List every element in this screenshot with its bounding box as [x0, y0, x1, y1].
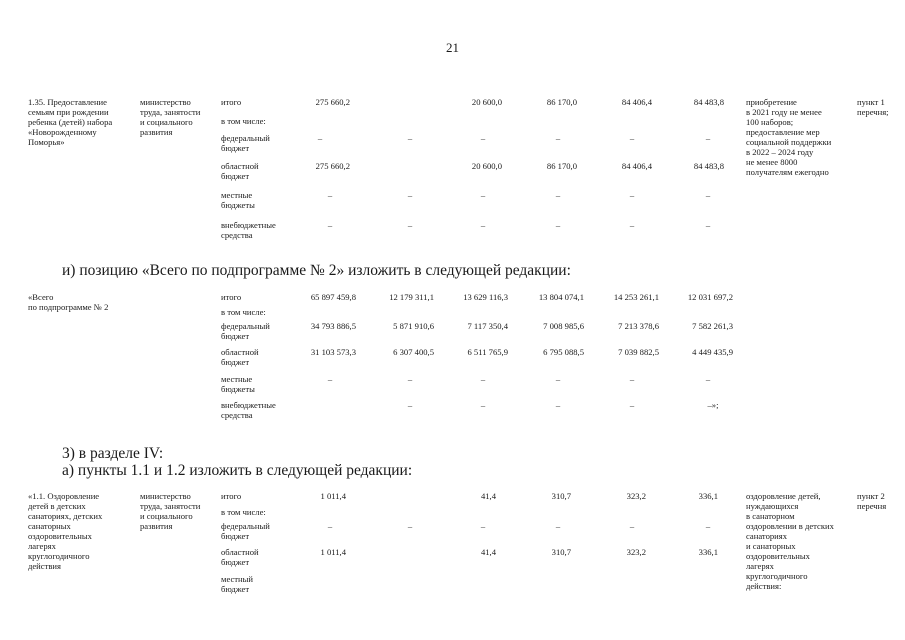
- row-label-total: итого: [221, 97, 242, 107]
- cell-value: 84 483,8: [693, 161, 724, 171]
- cell-value: 84 406,4: [621, 97, 652, 107]
- position-name: 1.35. Предоставление семьям при рождении ребенка (детей) набора «Новорожденному Поморья»: [28, 97, 113, 147]
- row-label-extrabudget: внебюджетные средства: [221, 220, 276, 240]
- cell-value: –: [480, 400, 486, 410]
- cell-value: –: [555, 400, 561, 410]
- heading-a: а) пункты 1.1 и 1.2 изложить в следующей редакции:: [62, 462, 413, 479]
- cell-value: 20 600,0: [471, 97, 502, 107]
- expected-result: приобретение в 2021 году не менее 100 наборов; предоставление мер социальной поддержки в 2022 – 2024 году не менее 8000 получателям ежегодно: [746, 97, 832, 177]
- cell-value: 6 307 400,5: [393, 347, 434, 357]
- cell-value: –: [480, 133, 486, 143]
- cell-value: 323,2: [626, 491, 646, 501]
- cell-value: –: [480, 521, 486, 531]
- cell-value: 7 213 378,6: [618, 321, 659, 331]
- cell-value: –: [629, 133, 635, 143]
- cell-value: 323,2: [626, 547, 646, 557]
- cell-value: –: [555, 220, 561, 230]
- cell-value: –: [407, 400, 413, 410]
- heading-section-4: 3) в разделе IV:: [62, 445, 164, 462]
- cell-value: 31 103 573,3: [310, 347, 356, 357]
- row-label-regional: областной бюджет: [221, 347, 259, 367]
- cell-value: 275 660,2: [315, 97, 350, 107]
- cell-value: 1 011,4: [320, 491, 346, 501]
- cell-value: 65 897 459,8: [310, 292, 356, 302]
- cell-value: –: [705, 190, 711, 200]
- position-name: «1.1. Оздоровление детей в детских санаториях, детских санаторных оздоровительных лагерях круглогодичного действия: [28, 491, 103, 571]
- cell-value: 84 406,4: [621, 161, 652, 171]
- cell-value: –: [327, 521, 333, 531]
- cell-value: –: [480, 374, 486, 384]
- cell-value: –: [327, 374, 333, 384]
- cell-value: –: [629, 190, 635, 200]
- row-label-incl: в том числе:: [221, 507, 266, 517]
- cell-value: 6 795 088,5: [543, 347, 584, 357]
- cell-value: 12 179 311,1: [389, 292, 434, 302]
- cell-value: 86 170,0: [546, 161, 577, 171]
- cell-value: –: [555, 521, 561, 531]
- executor: министерство труда, занятости и социального развития: [140, 97, 201, 137]
- cell-value: 310,7: [551, 547, 571, 557]
- row-label-local: местные бюджеты: [221, 374, 255, 394]
- cell-value: –: [555, 374, 561, 384]
- cell-value: –: [480, 190, 486, 200]
- reference: пункт 2 перечня: [857, 491, 887, 511]
- cell-value: 41,4: [480, 491, 496, 501]
- cell-value: –: [629, 521, 635, 531]
- cell-value: –: [555, 133, 561, 143]
- row-label-total: итого: [221, 491, 242, 501]
- cell-value: –: [407, 521, 413, 531]
- cell-value: 310,7: [551, 491, 571, 501]
- cell-value: 7 008 985,6: [543, 321, 584, 331]
- position-name: «Всего по подпрограмме № 2: [28, 292, 109, 312]
- row-label-incl: в том числе:: [221, 307, 266, 317]
- cell-value: –: [629, 374, 635, 384]
- cell-value: 13 804 074,1: [538, 292, 584, 302]
- heading-i: и) позицию «Всего по подпрограмме № 2» изложить в следующей редакции:: [62, 262, 571, 279]
- cell-value: –: [317, 133, 323, 143]
- cell-value: 84 483,8: [693, 97, 724, 107]
- cell-value: 336,1: [698, 547, 718, 557]
- cell-value: 41,4: [480, 547, 496, 557]
- cell-value: 7 039 882,5: [618, 347, 659, 357]
- cell-value: –: [407, 220, 413, 230]
- row-label-federal: федеральный бюджет: [221, 133, 270, 153]
- cell-value: –: [555, 190, 561, 200]
- cell-value: –: [327, 190, 333, 200]
- cell-value: –: [705, 374, 711, 384]
- row-label-extrabudget: внебюджетные средства: [221, 400, 276, 420]
- cell-value: 275 660,2: [315, 161, 350, 171]
- cell-value: 14 253 261,1: [613, 292, 659, 302]
- cell-value: –: [705, 220, 711, 230]
- row-label-federal: федеральный бюджет: [221, 321, 270, 341]
- row-label-local: местный бюджет: [221, 574, 254, 594]
- cell-value: 5 871 910,6: [393, 321, 434, 331]
- cell-value: –»;: [707, 400, 719, 410]
- row-label-regional: областной бюджет: [221, 547, 259, 567]
- cell-value: 7 117 350,4: [467, 321, 508, 331]
- row-label-incl: в том числе:: [221, 116, 266, 126]
- cell-value: 4 449 435,9: [692, 347, 733, 357]
- reference: пункт 1 перечня;: [857, 97, 889, 117]
- cell-value: 13 629 116,3: [463, 292, 508, 302]
- cell-value: 1 011,4: [320, 547, 346, 557]
- row-label-total: итого: [221, 292, 242, 302]
- cell-value: –: [629, 220, 635, 230]
- cell-value: 12 031 697,2: [687, 292, 733, 302]
- cell-value: –: [705, 521, 711, 531]
- cell-value: 20 600,0: [471, 161, 502, 171]
- cell-value: –: [407, 190, 413, 200]
- cell-value: 34 793 886,5: [310, 321, 356, 331]
- cell-value: –: [407, 374, 413, 384]
- row-label-regional: областной бюджет: [221, 161, 259, 181]
- executor: министерство труда, занятости и социального развития: [140, 491, 201, 531]
- page-number: 21: [446, 40, 459, 55]
- row-label-local: местные бюджеты: [221, 190, 255, 210]
- cell-value: –: [407, 133, 413, 143]
- cell-value: 336,1: [698, 491, 718, 501]
- cell-value: –: [327, 220, 333, 230]
- cell-value: –: [629, 400, 635, 410]
- cell-value: 6 511 765,9: [467, 347, 508, 357]
- cell-value: 7 582 261,3: [692, 321, 733, 331]
- cell-value: –: [705, 133, 711, 143]
- row-label-federal: федеральный бюджет: [221, 521, 270, 541]
- expected-result: оздоровление детей, нуждающихся в санаторном оздоровлении в детских санаториях и санаторных оздоровительных лагерях круглогодичного действия:: [746, 491, 834, 591]
- cell-value: –: [480, 220, 486, 230]
- cell-value: 86 170,0: [546, 97, 577, 107]
